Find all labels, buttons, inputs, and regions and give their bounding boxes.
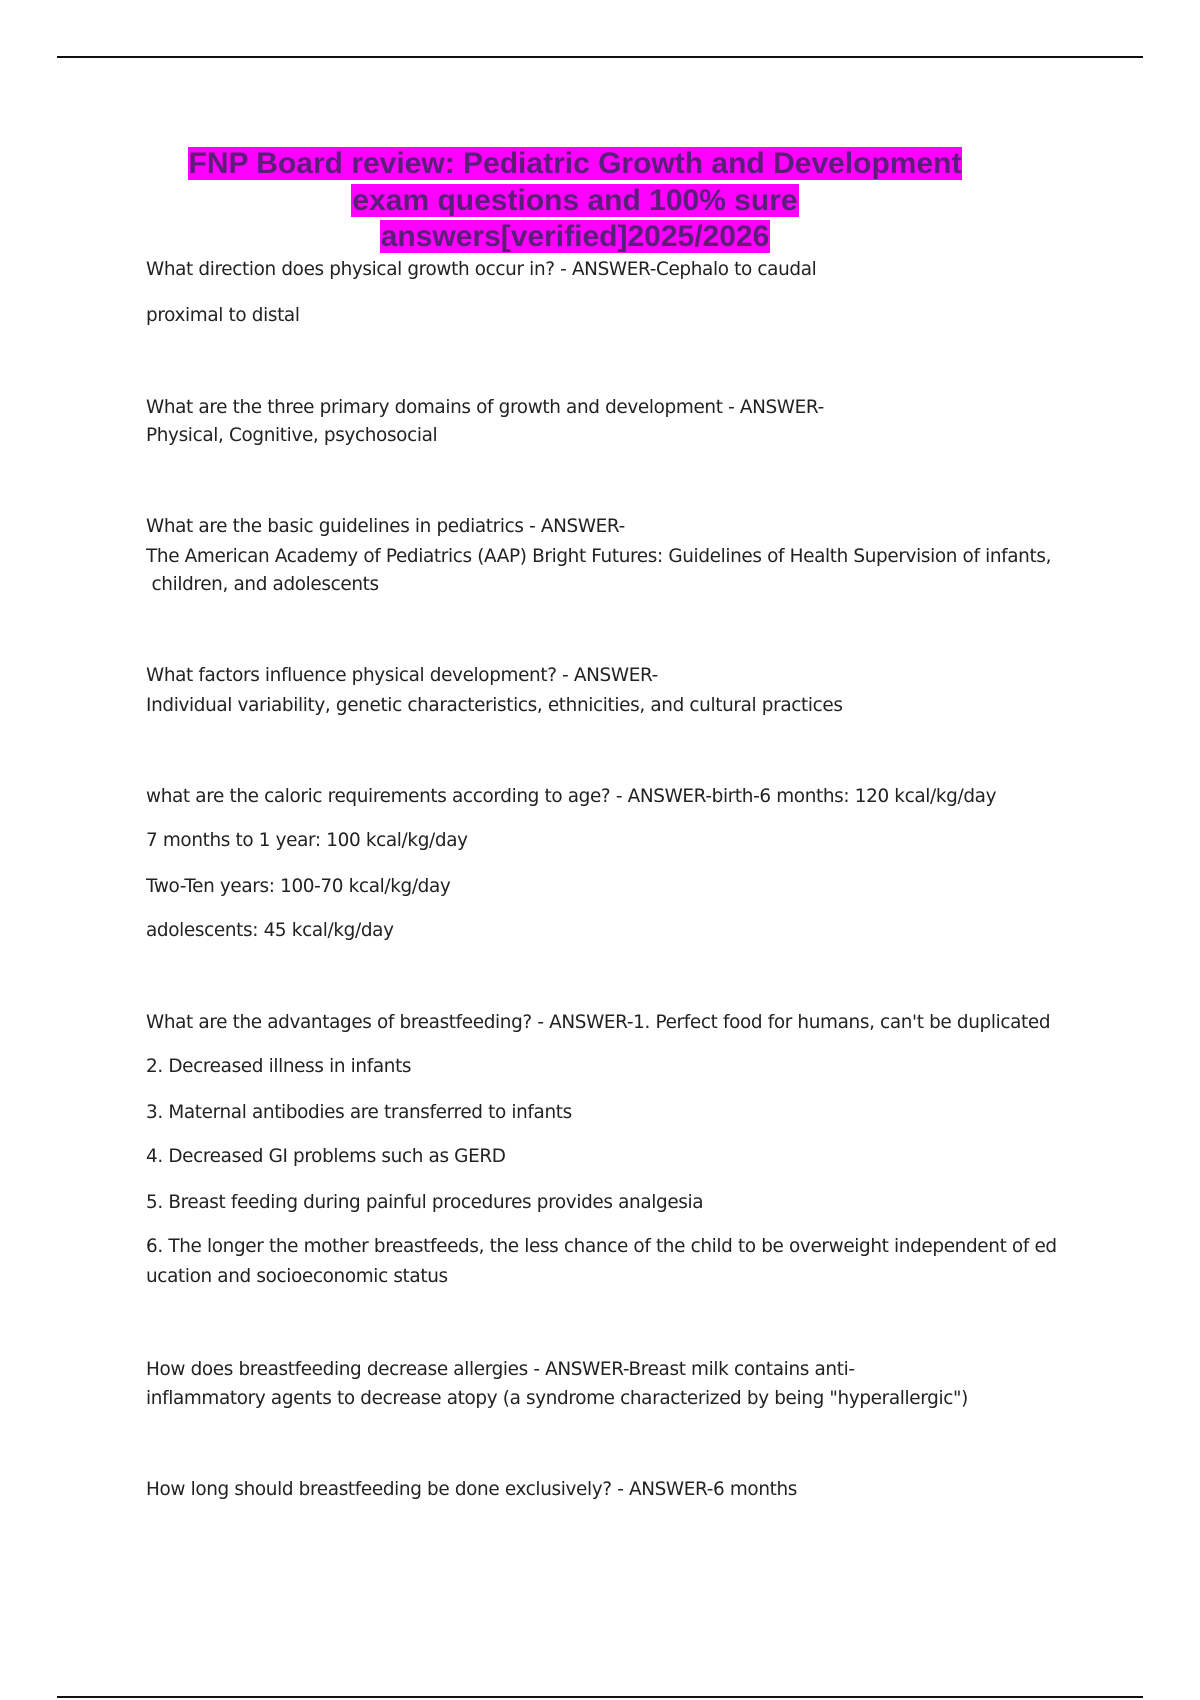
answer-line: proximal to distal <box>146 305 300 326</box>
footer-rule <box>57 1696 1143 1698</box>
question-physical-growth: What direction does physical growth occur in? - ANSWER-Cephalo to caudal <box>146 259 817 280</box>
answer-line: Individual variability, genetic characteristics, ethnicities, and cultural practices <box>146 695 843 716</box>
title-line-1: FNP Board review: Pediatric Growth and Development <box>188 147 962 180</box>
answer-line: adolescents: 45 kcal/kg/day <box>146 920 394 941</box>
question-guidelines: What are the basic guidelines in pediatrics - ANSWER- <box>146 516 625 537</box>
question-breastfeeding-allergies: How does breastfeeding decrease allergies - ANSWER-Breast milk contains anti- <box>146 1359 855 1380</box>
answer-line: 7 months to 1 year: 100 kcal/kg/day <box>146 830 468 851</box>
answer-line: ucation and socioeconomic status <box>146 1266 448 1287</box>
answer-line: 2. Decreased illness in infants <box>146 1056 412 1077</box>
question-breastfeeding-advantages: What are the advantages of breastfeeding? - ANSWER-1. Perfect food for humans, can't be duplicated <box>146 1012 1051 1033</box>
document-title <box>120 146 1030 256</box>
header-rule <box>57 56 1143 58</box>
answer-line: The American Academy of Pediatrics (AAP) Bright Futures: Guidelines of Health Supervision of infants, <box>146 546 1052 567</box>
answer-line: 3. Maternal antibodies are transferred to infants <box>146 1102 572 1123</box>
title-line-2: exam questions and 100% sure <box>352 183 798 217</box>
title-line-3: answers[verified]2025/2026 <box>380 220 770 253</box>
question-caloric-requirements: what are the caloric requirements according to age? - ANSWER-birth-6 months: 120 kcal/kg/day <box>146 786 997 807</box>
answer-line: 6. The longer the mother breastfeeds, the less chance of the child to be overweight independent of ed <box>146 1236 1057 1257</box>
question-exclusive-breastfeeding: How long should breastfeeding be done exclusively? - ANSWER-6 months <box>146 1479 798 1500</box>
question-physical-development: What factors influence physical development? - ANSWER- <box>146 665 658 686</box>
answer-line: inflammatory agents to decrease atopy (a syndrome characterized by being "hyperallergic") <box>146 1388 968 1409</box>
answer-line: children, and adolescents <box>146 574 379 595</box>
answer-line: 4. Decreased GI problems such as GERD <box>146 1146 506 1167</box>
answer-line: 5. Breast feeding during painful procedures provides analgesia <box>146 1192 704 1213</box>
answer-line: Two-Ten years: 100-70 kcal/kg/day <box>146 876 451 897</box>
answer-line: Physical, Cognitive, psychosocial <box>146 425 438 446</box>
question-domains: What are the three primary domains of growth and development - ANSWER- <box>146 397 824 418</box>
